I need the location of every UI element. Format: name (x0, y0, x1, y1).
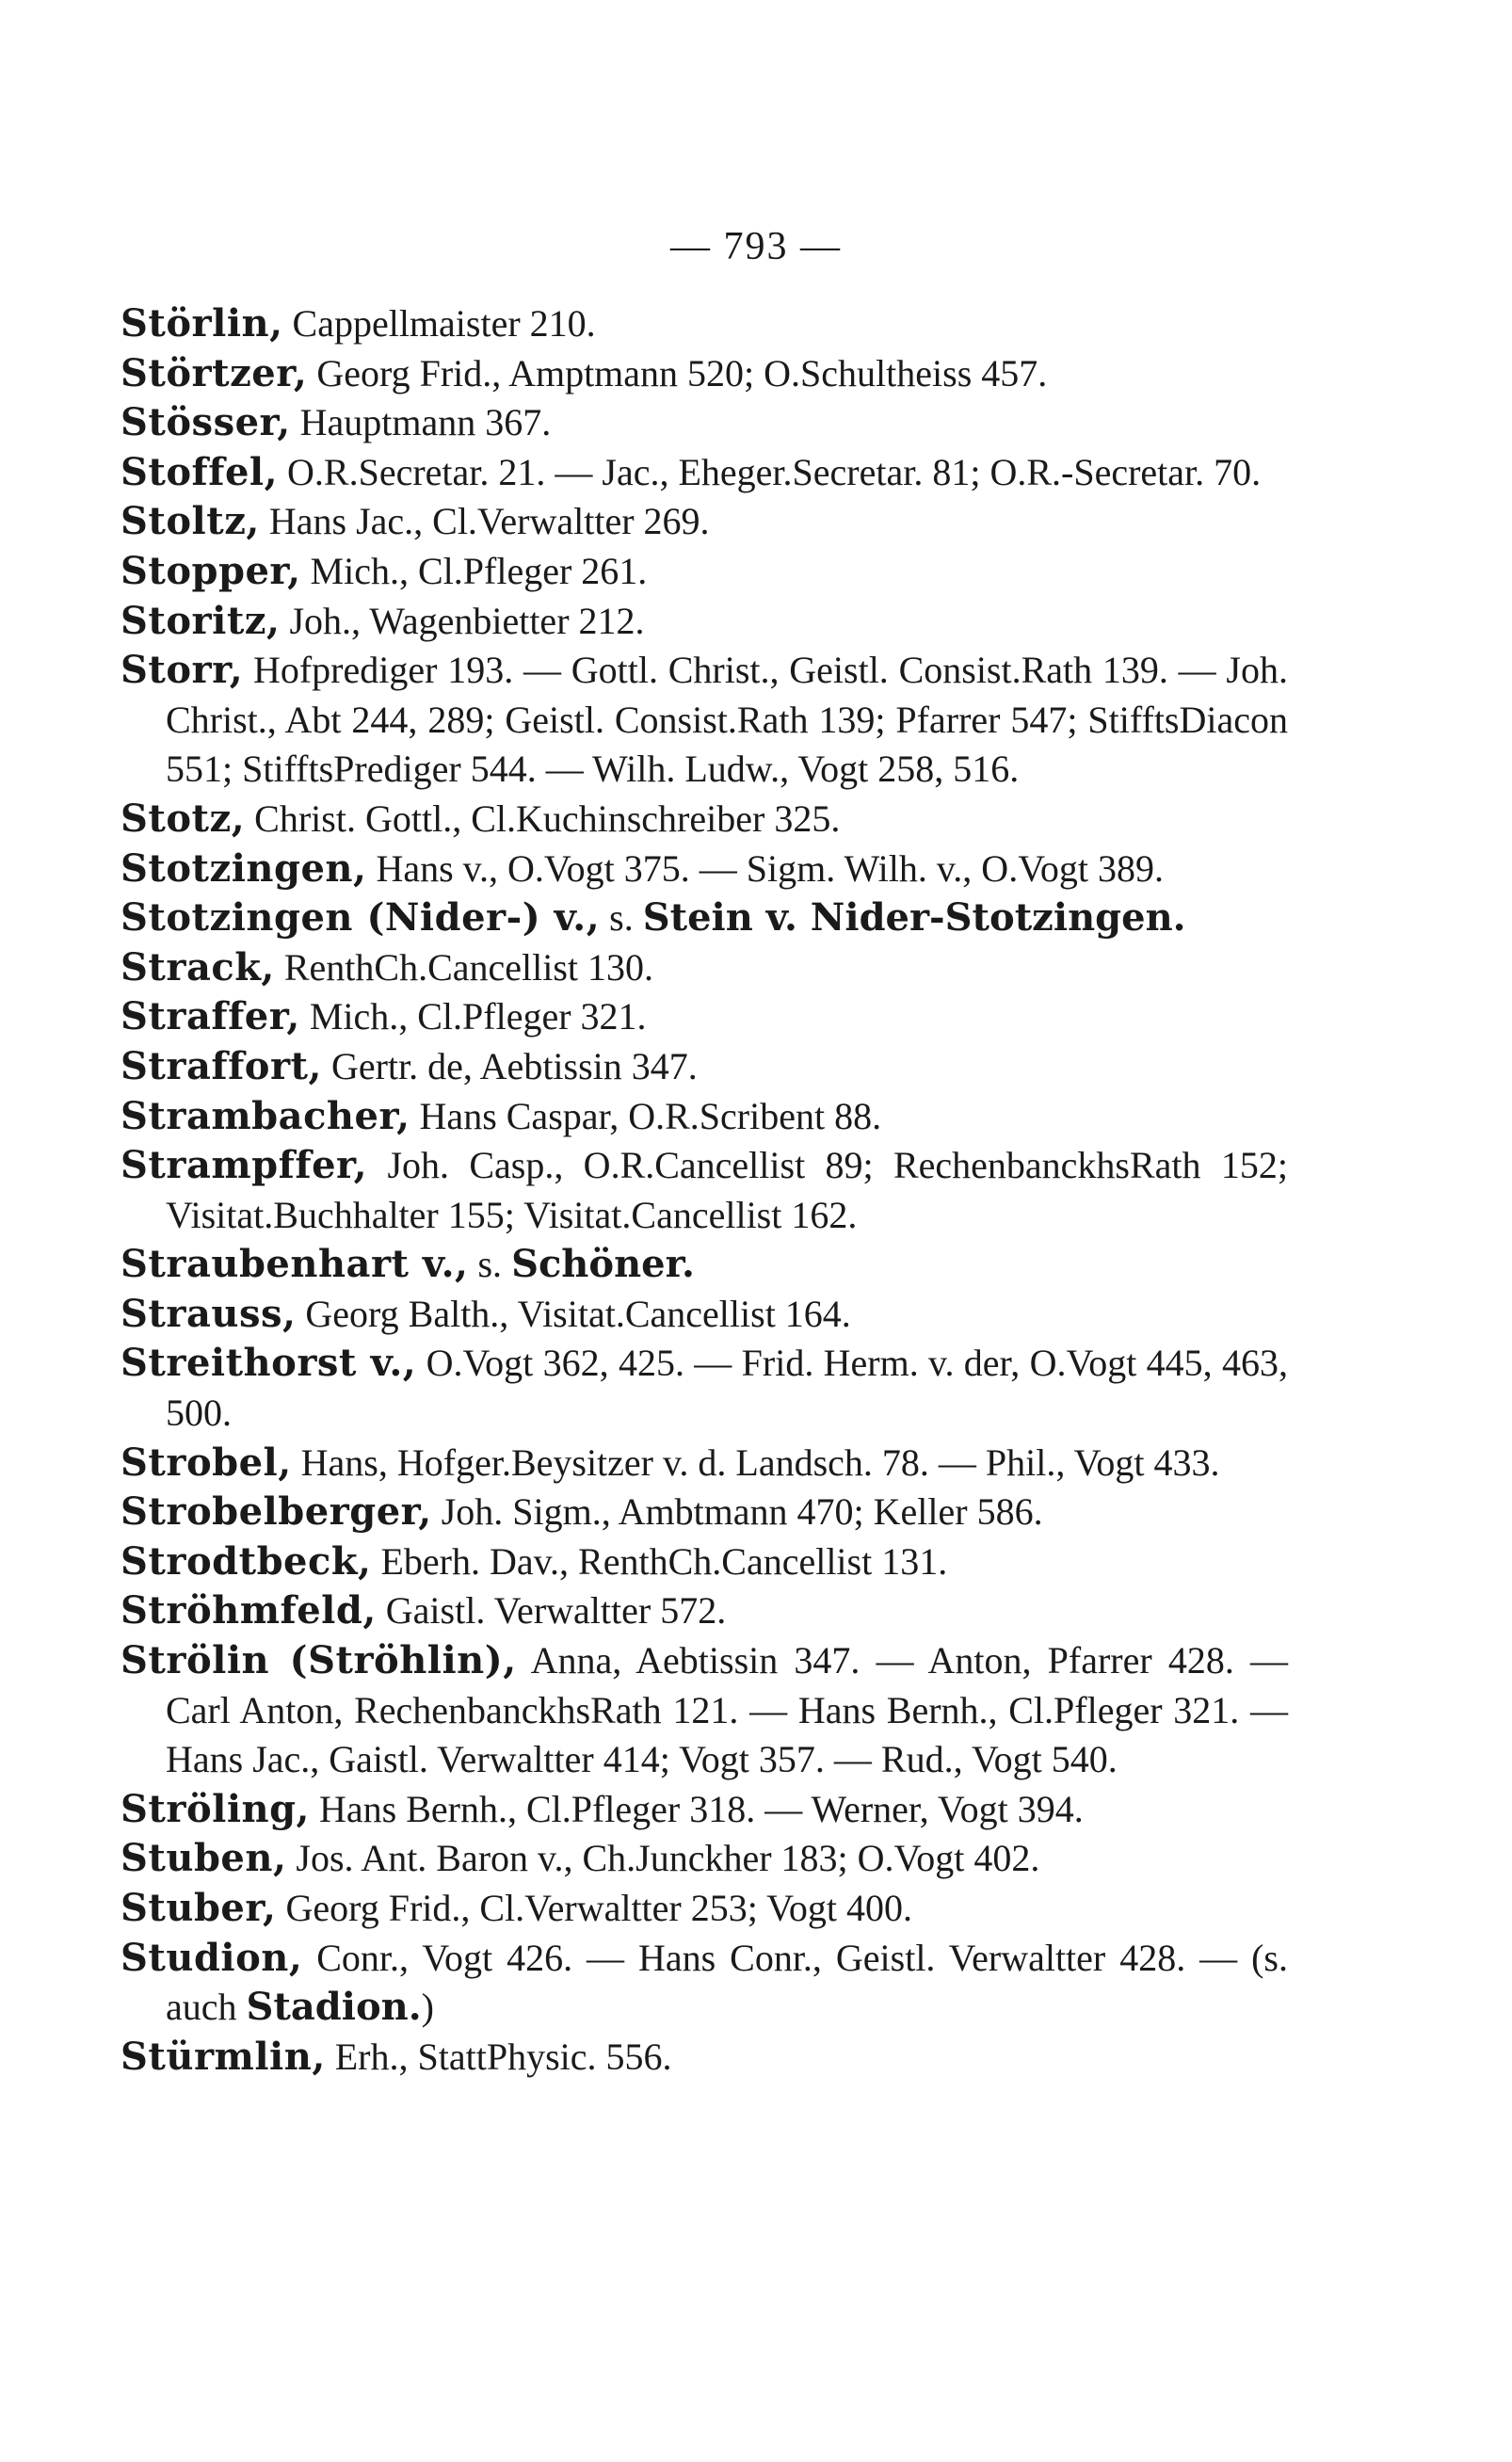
entry-headword: Straubenhart v., (121, 1242, 469, 1287)
index-entry (121, 1884, 1288, 1934)
index-entry (121, 1934, 1288, 2033)
entry-text: s. (468, 1243, 512, 1286)
entry-headword: Straffort, (121, 1043, 322, 1088)
index-entry (121, 1240, 1288, 1290)
index-entries (121, 299, 1288, 2082)
entry-headword: Strodtbeck, (121, 1538, 372, 1584)
entry-text: Hans Jac., Cl.Verwaltter 269. (259, 500, 710, 543)
entry-headword: Storr, (121, 648, 244, 693)
entry-text: Eberh. Dav., RenthCh.Cancellist 131. (371, 1539, 948, 1583)
entry-headword: Storitz, (121, 598, 281, 643)
index-entry (121, 845, 1288, 894)
entry-text: Hans Caspar, O.R.Scribent 88. (410, 1094, 882, 1137)
index-entry (121, 795, 1288, 845)
index-entry (121, 1785, 1288, 1835)
index-entry (121, 1834, 1288, 1884)
entry-headword: Störtzer, (121, 350, 308, 395)
index-entry (121, 1636, 1288, 1785)
entry-headword: Stotzingen (Nider-) v., (121, 895, 601, 941)
entry-text: O.Vogt 362, 425. — Frid. Herm. v. der, O.Vogt 445, 463, 500. (166, 1342, 1289, 1435)
entry-headword: Stösser, (121, 400, 291, 445)
index-entry (121, 2033, 1288, 2083)
index-entry (121, 646, 1288, 795)
index-entry (121, 943, 1288, 993)
entry-headword: Strobel, (121, 1440, 292, 1485)
entry-headword: Strobelberger, (121, 1489, 432, 1535)
entry-text: Hans v., O.Vogt 375. — Sigm. Wilh. v., O.Vogt 389. (366, 846, 1165, 890)
entry-text: O.R.Secretar. 21. — Jac., Eheger.Secretar. 81; O.R.-Secretar. 70. (278, 450, 1262, 493)
entry-headword: Strambacher, (121, 1093, 410, 1138)
index-entry (121, 1439, 1288, 1488)
entry-cross-reference: Stein v. Nider-Stotzingen. (642, 895, 1186, 941)
entry-text: Jos. Ant. Baron v., Ch.Junckher 183; O.Vogt 402. (286, 1837, 1040, 1880)
index-entry (121, 1537, 1288, 1587)
entry-headword: Stuber, (121, 1886, 277, 1930)
entry-text: Georg Balth., Visitat.Cancellist 164. (296, 1292, 851, 1335)
index-entry (121, 1141, 1288, 1240)
entry-text: Erh., StattPhysic. 556. (325, 2035, 672, 2078)
entry-headword: Stotzingen, (121, 845, 367, 891)
entry-headword: Straffer, (121, 994, 300, 1039)
index-entry (121, 1290, 1288, 1340)
page-number: — 793 — (670, 225, 842, 268)
entry-text: Joh. Casp., O.R.Cancellist 89; RechenbanckhsRath 152; Visitat.Buchhalter 155; Visitat.Cancellist 162. (166, 1144, 1288, 1236)
entry-text: Conr., Vogt 426. — Hans Conr., Geistl. Verwaltter 428. — (s. auch (166, 1936, 1288, 2029)
entry-headword: Strack, (121, 944, 275, 990)
entry-headword: Stoltz, (121, 499, 260, 544)
index-entry (121, 597, 1288, 647)
entry-headword: Streithorst v., (121, 1341, 417, 1386)
entry-text: Georg Frid., Cl.Verwaltter 253; Vogt 400. (276, 1887, 912, 1929)
index-entry (121, 1488, 1288, 1537)
index-entry (121, 1586, 1288, 1636)
entry-cross-reference: Schöner. (511, 1242, 695, 1287)
entry-headword: Strauss, (121, 1291, 297, 1336)
entry-text: Hans Bernh., Cl.Pfleger 318. — Werner, Vogt 394. (309, 1787, 1084, 1830)
entry-text: Anna, Aebtissin 347. — Anton, Pfarrer 428. — Carl Anton, RechenbanckhsRath 121. — Hans Bernh., Cl.Pfleger 321. — Hans Jac., Gaistl. Verwaltter 414; Vogt 357. — Rud., Vogt 540. (166, 1639, 1289, 1781)
entry-text: Christ. Gottl., Cl.Kuchinschreiber 325. (245, 797, 841, 840)
entry-headword: Störlin, (121, 301, 283, 346)
entry-headword: Strölin (Ströhlin), (121, 1638, 517, 1683)
index-entry (121, 992, 1288, 1042)
entry-headword: Stotz, (121, 796, 246, 841)
entry-text: RenthCh.Cancellist 130. (274, 945, 654, 989)
index-entry (121, 1339, 1288, 1438)
entry-text-tail: ) (421, 1986, 434, 2029)
index-entry (121, 893, 1288, 943)
entry-headword: Studion, (121, 1935, 303, 1980)
index-entry (121, 448, 1288, 498)
index-entry (121, 1092, 1288, 1142)
entry-text: s. (600, 896, 643, 940)
entry-headword: Stopper, (121, 548, 301, 593)
entry-text: Hofprediger 193. — Gottl. Christ., Geistl. Consist.Rath 139. — Joh. Christ., Abt 244, 289; Geistl. Consist.Rath 139; Pfarrer 547; StifftsDiacon 551; StifftsPrediger 544. — Wilh. Ludw., Vogt 258, 516. (166, 649, 1288, 791)
entry-headword: Stürmlin, (121, 2034, 326, 2079)
entry-headword: Stoffel, (121, 449, 279, 494)
index-entry (121, 349, 1288, 399)
entry-text: Gertr. de, Aebtissin 347. (321, 1044, 698, 1087)
entry-text: Georg Frid., Amptmann 520; O.Schultheiss 457. (307, 351, 1048, 394)
entry-text: Mich., Cl.Pfleger 261. (300, 549, 648, 592)
index-entry (121, 1042, 1288, 1092)
entry-cross-reference: Stadion. (246, 1985, 422, 2030)
entry-headword: Ströling, (121, 1786, 310, 1831)
index-entry (121, 398, 1288, 448)
entry-headword: Stuben, (121, 1836, 287, 1881)
entry-text: Joh. Sigm., Ambtmann 470; Keller 586. (431, 1490, 1043, 1534)
entry-text: Joh., Wagenbietter 212. (280, 599, 645, 642)
entry-headword: Ströhmfeld, (121, 1588, 377, 1633)
entry-headword: Strampffer, (121, 1143, 368, 1188)
index-entry (121, 547, 1288, 597)
entry-text: Gaistl. Verwaltter 572. (376, 1589, 727, 1633)
entry-text: Mich., Cl.Pfleger 321. (299, 995, 647, 1038)
index-entry (121, 497, 1288, 547)
entry-text: Hauptmann 367. (290, 401, 552, 444)
entry-text: Hans, Hofger.Beysitzer v. d. Landsch. 78. — Phil., Vogt 433. (291, 1440, 1220, 1484)
index-entry (121, 299, 1288, 349)
entry-text: Cappellmaister 210. (282, 302, 596, 345)
